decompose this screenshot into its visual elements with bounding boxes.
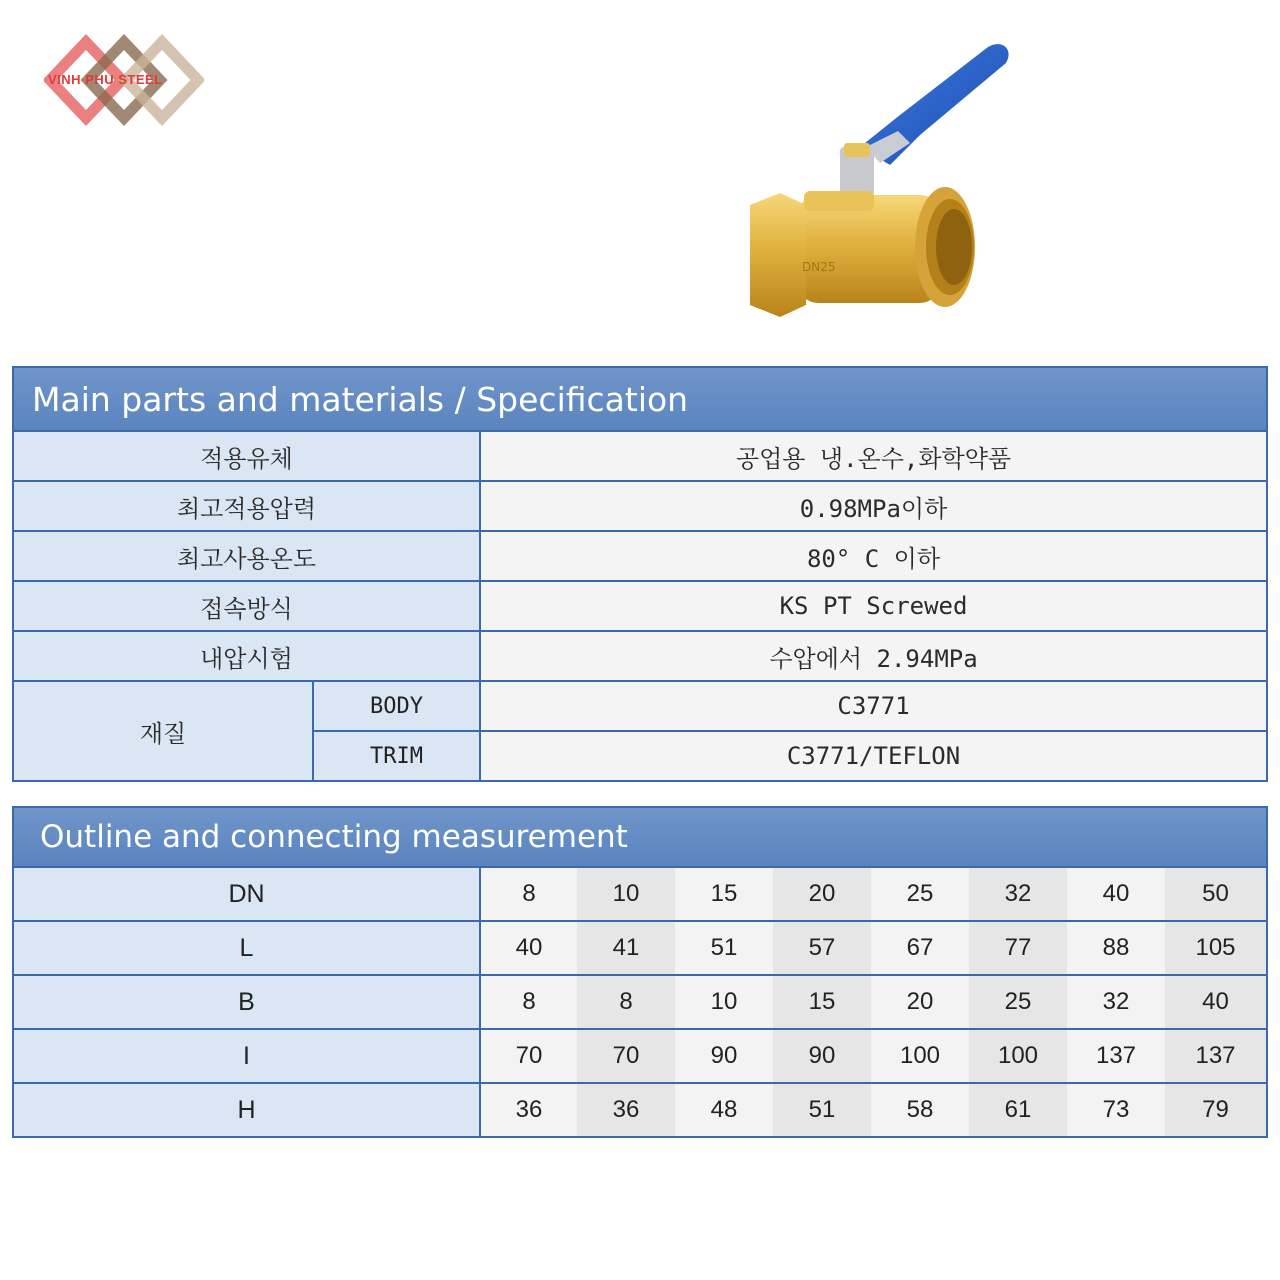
- dims-cell: 70: [480, 1029, 577, 1083]
- dims-cell: 8: [577, 975, 675, 1029]
- dims-cell: 40: [1067, 867, 1165, 921]
- dimensions-table: [12, 806, 1268, 1138]
- dims-row: [13, 1083, 1267, 1137]
- spec-row: [13, 431, 1267, 481]
- spec-row: [13, 481, 1267, 531]
- valve-marking: DN25: [802, 260, 836, 274]
- dims-cell: 61: [969, 1083, 1067, 1137]
- dims-cell: 77: [969, 921, 1067, 975]
- dims-row-label: H: [13, 1083, 480, 1137]
- dims-cell: 137: [1165, 1029, 1267, 1083]
- spec-value: 공업용 냉.온수,화학약품: [480, 431, 1267, 481]
- spec-title: Main parts and materials / Specification: [13, 367, 1267, 431]
- dims-title: Outline and connecting measurement: [13, 807, 1267, 867]
- dims-cell: 79: [1165, 1083, 1267, 1137]
- dims-cell: 73: [1067, 1083, 1165, 1137]
- dims-cell: 48: [675, 1083, 773, 1137]
- dims-cell: 105: [1165, 921, 1267, 975]
- dims-row-label: L: [13, 921, 480, 975]
- spec-label: 내압시험: [13, 631, 480, 681]
- dims-cell: 58: [871, 1083, 969, 1137]
- dims-row-label: I: [13, 1029, 480, 1083]
- material-row-body: [13, 681, 1267, 731]
- spec-value: KS PT Screwed: [480, 581, 1267, 631]
- spec-value: 80° C 이하: [480, 531, 1267, 581]
- material-value: C3771: [480, 681, 1267, 731]
- dims-cell: 100: [969, 1029, 1067, 1083]
- dims-cell: 50: [1165, 867, 1267, 921]
- ball-valve-image: [740, 35, 1020, 345]
- dims-cell: 25: [969, 975, 1067, 1029]
- dims-cell: 51: [675, 921, 773, 975]
- spec-label: 적용유체: [13, 431, 480, 481]
- dims-cell: 8: [480, 867, 577, 921]
- spec-label: 접속방식: [13, 581, 480, 631]
- dims-row: [13, 867, 1267, 921]
- material-value: C3771/TEFLON: [480, 731, 1267, 781]
- dims-cell: 41: [577, 921, 675, 975]
- dims-cell: 57: [773, 921, 871, 975]
- dims-cell: 40: [1165, 975, 1267, 1029]
- dims-cell: 36: [577, 1083, 675, 1137]
- spec-label: 최고적용압력: [13, 481, 480, 531]
- dims-cell: 32: [969, 867, 1067, 921]
- dims-row: [13, 1029, 1267, 1083]
- dims-cell: 137: [1067, 1029, 1165, 1083]
- dims-cell: 15: [773, 975, 871, 1029]
- dims-row-label: B: [13, 975, 480, 1029]
- dims-cell: 20: [773, 867, 871, 921]
- dims-row: [13, 921, 1267, 975]
- specification-table: [12, 366, 1268, 782]
- dims-cell: 25: [871, 867, 969, 921]
- material-sub-label: BODY: [313, 681, 480, 731]
- dims-cell: 10: [675, 975, 773, 1029]
- material-label: 재질: [13, 681, 313, 781]
- spec-label: 최고사용온도: [13, 531, 480, 581]
- dims-cell: 36: [480, 1083, 577, 1137]
- dims-cell: 15: [675, 867, 773, 921]
- logo-text: VINH PHU STEEL: [48, 72, 163, 87]
- dims-cell: 32: [1067, 975, 1165, 1029]
- dims-cell: 40: [480, 921, 577, 975]
- dims-cell: 100: [871, 1029, 969, 1083]
- spec-row: [13, 581, 1267, 631]
- dims-cell: 51: [773, 1083, 871, 1137]
- dims-row: [13, 975, 1267, 1029]
- dims-cell: 88: [1067, 921, 1165, 975]
- spec-row: [13, 631, 1267, 681]
- material-sub-label: TRIM: [313, 731, 480, 781]
- spec-value: 0.98MPa이하: [480, 481, 1267, 531]
- dims-cell: 10: [577, 867, 675, 921]
- dims-cell: 90: [675, 1029, 773, 1083]
- spec-row: [13, 531, 1267, 581]
- dims-row-label: DN: [13, 867, 480, 921]
- dims-cell: 8: [480, 975, 577, 1029]
- spec-value: 수압에서 2.94MPa: [480, 631, 1267, 681]
- dims-cell: 90: [773, 1029, 871, 1083]
- dims-cell: 67: [871, 921, 969, 975]
- dims-cell: 70: [577, 1029, 675, 1083]
- dims-cell: 20: [871, 975, 969, 1029]
